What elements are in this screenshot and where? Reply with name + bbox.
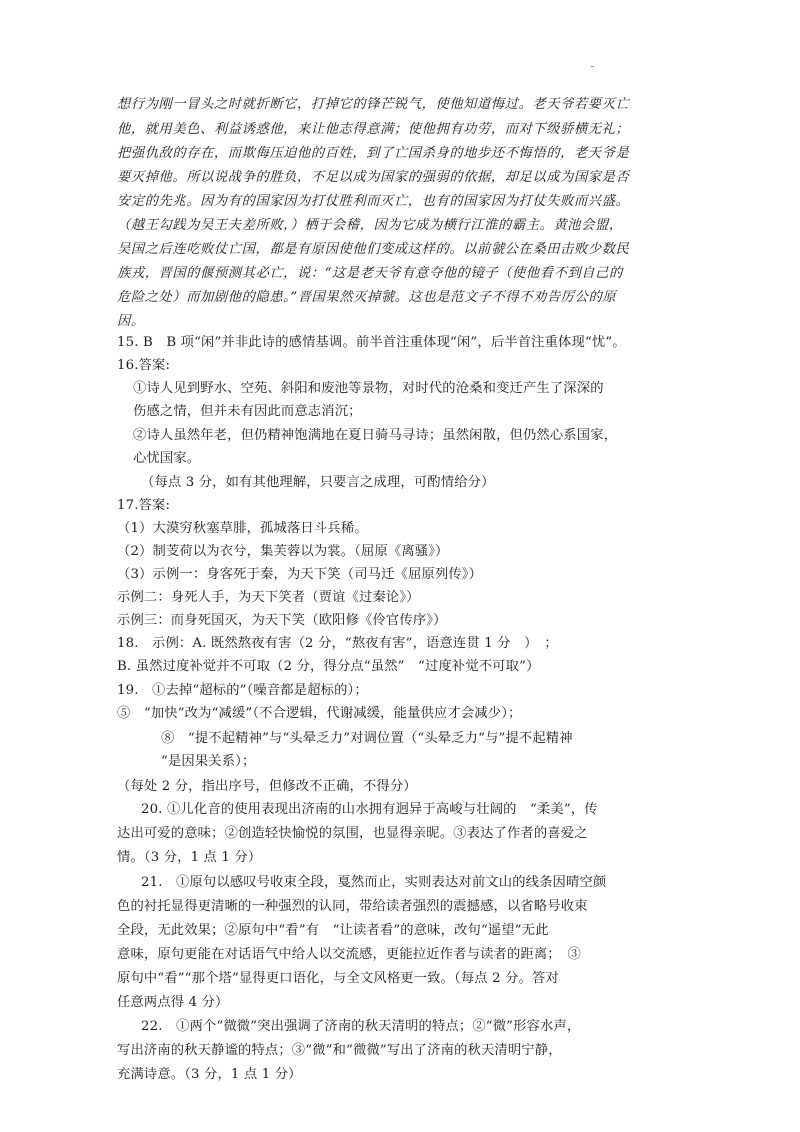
answer-line: ⑤ “加快”改为“减缓”（不合逻辑，代谢减缓，能量供应才会减少）； — [117, 706, 522, 721]
answer-17-heading: 17.答案: — [117, 498, 171, 513]
scoring-note: （每处 2 分，指出序号，但修改不正确，不得分） — [117, 779, 417, 794]
answer-21: 21. ①原句以感叹号收束全段，戛然而止，实则表达对前文山的线条因晴空颜 — [141, 875, 607, 890]
answer-line: 伤感之情，但并未有因此而意志消沉； — [133, 404, 362, 419]
answer-line: “是因果关系）； — [161, 754, 256, 769]
answer-line: 色的衬托显得更清晰的一种强烈的认同，带给读者强烈的震撼感，以省略号收束 — [117, 899, 588, 914]
translation-line: 安定的先兆。因为有的国家因为打仗胜利而灭亡，也有的国家因为打仗失败而兴盛。 — [117, 194, 630, 209]
answer-line: （1）大漠穷秋塞草腓，孤城落日斗兵稀。 — [117, 521, 368, 536]
translation-line: （越王勾践为吴王夫差所败，）栖于会稽，因为它成为横行江淮的霸主。黄池会盟， — [117, 218, 623, 233]
answer-18: 18. 示例：A. 既然熬夜有害（2 分，“熬夜有害”，语意连贯 1 分 ） ； — [117, 636, 558, 651]
answer-line: 任意两点得 4 分） — [117, 995, 229, 1010]
answer-16-heading: 16.答案: — [117, 358, 171, 373]
answer-19: 19. ①去掉“超标的”（噪音都是超标的）； — [117, 683, 368, 698]
translation-line: 把强仇敌的存在，而欺侮压迫他的百姓，到了亡国杀身的地步还不悔悟的，老天爷是 — [117, 146, 630, 161]
answer-line: 充满诗意。（3 分，1 点 1 分） — [117, 1067, 302, 1082]
answer-line: 示例三：而身死国灭，为天下笑（欧阳修《伶官传序》） — [117, 613, 447, 628]
answer-22: 22. ①两个“微微”突出强调了济南的秋天清明的特点；②“微”形容水声， — [141, 1019, 581, 1034]
translation-line: 危险之处）而加剧他的隐患。”晋国果然灭掉虢。这也是范文子不得不劝告厉公的原 — [117, 290, 617, 305]
answer-line: 原句中“看”“那个塔”显得更口语化，与全文风格更一致。（每点 2 分。答对 — [117, 971, 559, 986]
answer-line: （3）示例一：身客死于秦，为天下笑（司马迁《屈原列传》） — [117, 567, 483, 582]
answer-15: 15. B B 项“闲”并非此诗的感情基调。前半首注重体现“闲”，后半首注重体现“忧”。 — [117, 335, 626, 350]
answer-20: 20. ①儿化音的使用表现出济南的山水拥有迥异于高峻与壮阔的 “柔美”，传 — [141, 802, 598, 817]
translation-line: 他，就用美色、利益诱惑他，来让他志得意满；使他拥有功劳，而对下级骄横无礼； — [117, 122, 630, 137]
answer-line: 示例二：身死人手，为天下笑者（贾谊《过秦论》） — [117, 590, 420, 605]
answer-line: ②诗人虽然年老，但仍精神饱满地在夏日骑马寻诗；虽然闲散，但仍然心系国家， — [133, 428, 618, 443]
translation-line: 族戎，晋国的偃预测其必亡，说：“这是老天爷有意夺他的镜子（使他看不到自己的 — [117, 266, 623, 281]
translation-line: 想行为刚一冒头之时就折断它，打掉它的锋芒锐气，使他知道悔过。老天爷若要灭亡 — [117, 97, 630, 112]
scoring-note: （每点 3 分，如有其他理解，只要言之成理，可酌情给分） — [141, 475, 495, 490]
answer-line: 情。（3 分，1 点 1 分） — [117, 850, 262, 865]
translation-line: 吴国之后连吃败仗亡国，都是有原因使他们变成这样的。以前虢公在桑田击败少数民 — [117, 242, 630, 257]
answer-line: ①诗人见到野水、空苑、斜阳和废池等景物，对时代的沧桑和变迁产生了深深的 — [133, 381, 604, 396]
answer-line: 写出济南的秋天静谧的特点；③“微”和“微微”写出了济南的秋天清明宁静， — [117, 1043, 562, 1058]
translation-line: 要灭掉他。所以说战争的胜负，不足以成为国家的强弱的依据，却足以成为国家是否 — [117, 170, 630, 185]
translation-line: 因。 — [117, 314, 145, 329]
scan-speck — [591, 66, 594, 67]
answer-line: B. 虽然过度补觉并不可取（2 分，得分点“虽然” “过度补觉不可取”） — [117, 659, 540, 674]
answer-line: 意味，原句更能在对话语气中给人以交流感，更能拉近作者与读者的距离； ③ — [117, 947, 581, 962]
answer-line: 心忧国家。 — [133, 451, 201, 466]
answer-line: ⑧ “提不起精神”与“头晕乏力”对调位置（“头晕乏力“与”提不起精神 — [161, 731, 573, 746]
answer-line: 全段，无此效果；②原句中“看”有 “让读者看”的意味，改句“遥望”无此 — [117, 923, 549, 938]
answer-line: （2）制芰荷以为衣兮，集芙蓉以为裳。（屈原《离骚》） — [117, 544, 449, 559]
answer-line: 达出可爱的意味；②创造轻快愉悦的氛围，也显得亲昵。③表达了作者的喜爱之 — [117, 826, 588, 841]
